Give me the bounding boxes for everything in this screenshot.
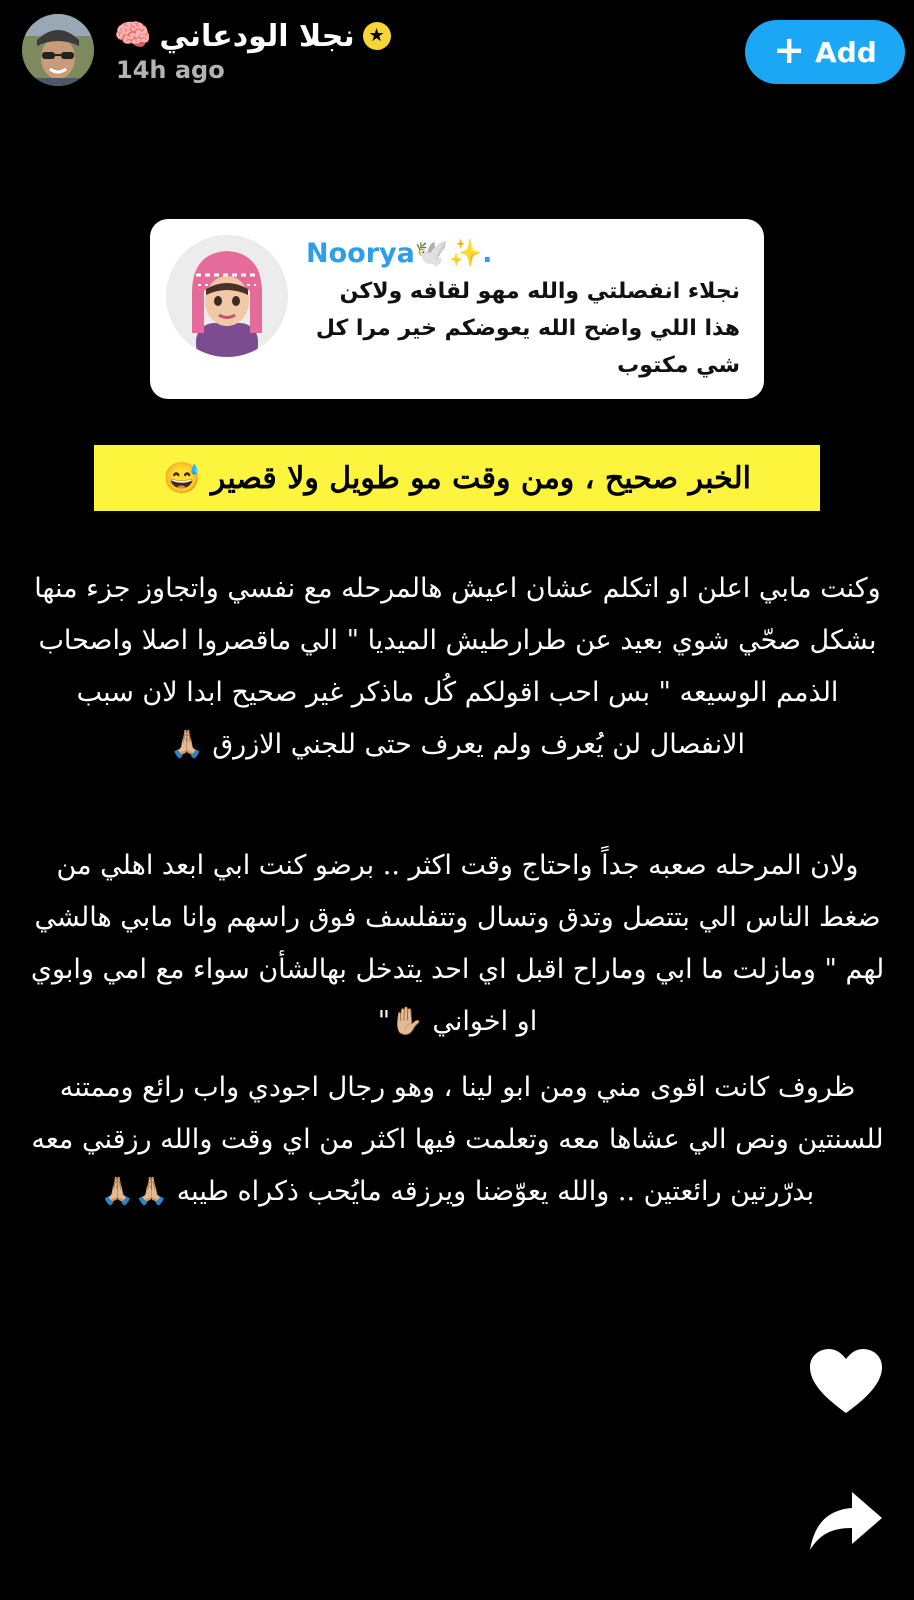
- bitmoji-figure: [166, 235, 288, 357]
- brain-emoji: 🧠: [114, 18, 152, 53]
- quote-text: نجلاء انفصلتي والله مهو لقافه ولاكن هذا اللي واضح الله يعوضكم خير مرا كل شي مكتوب: [315, 279, 740, 378]
- quoted-reply-card: [150, 219, 764, 399]
- body-paragraph-2: ولان المرحله صعبه جداً واحتاج وقت اكثر .. برضو كنت ابي ابعد اهلي من ضغط الناس الي بتتصل وتدق وتسال وتتفلسف فوق راسهم وانا مابي هالشي لهم " ومازلت ما ابي وماراح اقبل اي احد يتدخل بهالشأن سواء مع امي وابوي او اخواني ✋🏼": [30, 850, 885, 1037]
- timestamp: 14h ago: [116, 56, 225, 84]
- star-glyph: ★: [368, 25, 385, 46]
- body-paragraph-3: ظروف كانت اقوى مني ومن ابو لينا ، وهو رجال اجودي واب رائع وممتنه للسنتين ونص الي عشاها معه وتعلمت فيها اكثر من اي وقت والله رزقني معه بدرّرتين رائعتين .. والله يعوّضنا ويرزقه مايُحب ذكراه طيبه 🙏🏼🙏🏼: [31, 1072, 884, 1207]
- star-badge-icon: [363, 22, 391, 50]
- heart-icon[interactable]: [808, 1347, 884, 1417]
- username-row[interactable]: [114, 14, 391, 58]
- share-arrow-icon[interactable]: [808, 1490, 884, 1552]
- add-friend-button[interactable]: [745, 20, 905, 84]
- plus-icon: +: [773, 28, 806, 72]
- username[interactable]: نجلا الودعاني: [159, 18, 355, 54]
- profile-avatar[interactable]: [22, 14, 94, 86]
- add-button-label: Add: [815, 35, 877, 69]
- highlighted-caption: الخبر صحيح ، ومن وقت مو طويل ولا قصير 😅: [94, 445, 820, 511]
- profile-photo: [22, 14, 94, 86]
- body-paragraph-1: وكنت مابي اعلن او اتكلم عشان اعيش هالمرحله مع نفسي واتجاوز جزء منها بشكل صحّي شوي بعيد عن طرارطيش الميديا " الي ماقصروا اصلا واصحاب الذمم الوسيعه " بس احب اقولكم كُل ماذكر غير صحيح ابدا لان سبب الانفصال لن يُعرف ولم يعرف حتى للجني الازرق 🙏🏼: [34, 573, 881, 760]
- quote-author[interactable]: Noorya🕊️✨.: [306, 238, 493, 269]
- bitmoji-avatar: [166, 235, 288, 357]
